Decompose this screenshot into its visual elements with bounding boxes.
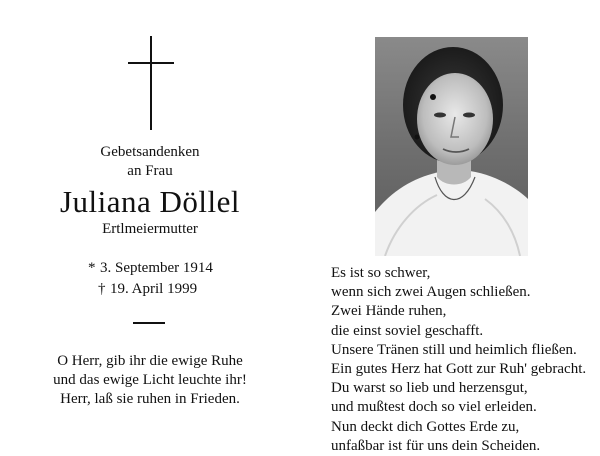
poem-line: Unsere Tränen still und heimlich fließen. [331, 341, 577, 358]
poem-text [331, 264, 586, 456]
death-symbol: † [98, 281, 106, 297]
birth-date: 3. September 1914 [100, 260, 213, 276]
prayer-line: O Herr, gib ihr die ewige Ruhe [57, 353, 243, 369]
poem-line: Zwei Hände ruhen, [331, 303, 447, 320]
poem-line: und mußtest doch so viel erleiden. [331, 399, 537, 416]
poem-line: wenn sich zwei Augen schließen. [331, 284, 531, 301]
intro-line-1: Gebetsandenken [100, 144, 200, 160]
poem-line: Nun deckt dich Gottes Erde zu, [331, 418, 520, 435]
cross-icon [128, 36, 174, 130]
poem-line: Ein gutes Herz hat Gott zur Ruh' gebracht. [331, 361, 587, 378]
death-date-line [98, 281, 197, 298]
prayer-line: Herr, laß sie ruhen in Frieden. [60, 391, 240, 407]
intro-line-2: an Frau [127, 163, 173, 179]
portrait-photo [375, 37, 528, 256]
poem-line: Es ist so schwer, [331, 265, 431, 281]
deceased-title: Ertlmeiermutter [102, 221, 198, 237]
poem-line: Du warst so lieb und herzensgut, [331, 380, 528, 397]
prayer-line: und das ewige Licht leuchte ihr! [53, 372, 247, 388]
poem-line: die einst soviel geschafft. [331, 322, 484, 339]
death-date: 19. April 1999 [110, 281, 198, 297]
birth-date-line [88, 260, 213, 277]
prayer-text [0, 352, 300, 409]
poem-line: unfaßbar ist für uns dein Scheiden. [331, 437, 541, 454]
deceased-name: Juliana Döllel [59, 184, 241, 219]
birth-symbol: * [88, 260, 96, 276]
divider-line [133, 322, 165, 324]
